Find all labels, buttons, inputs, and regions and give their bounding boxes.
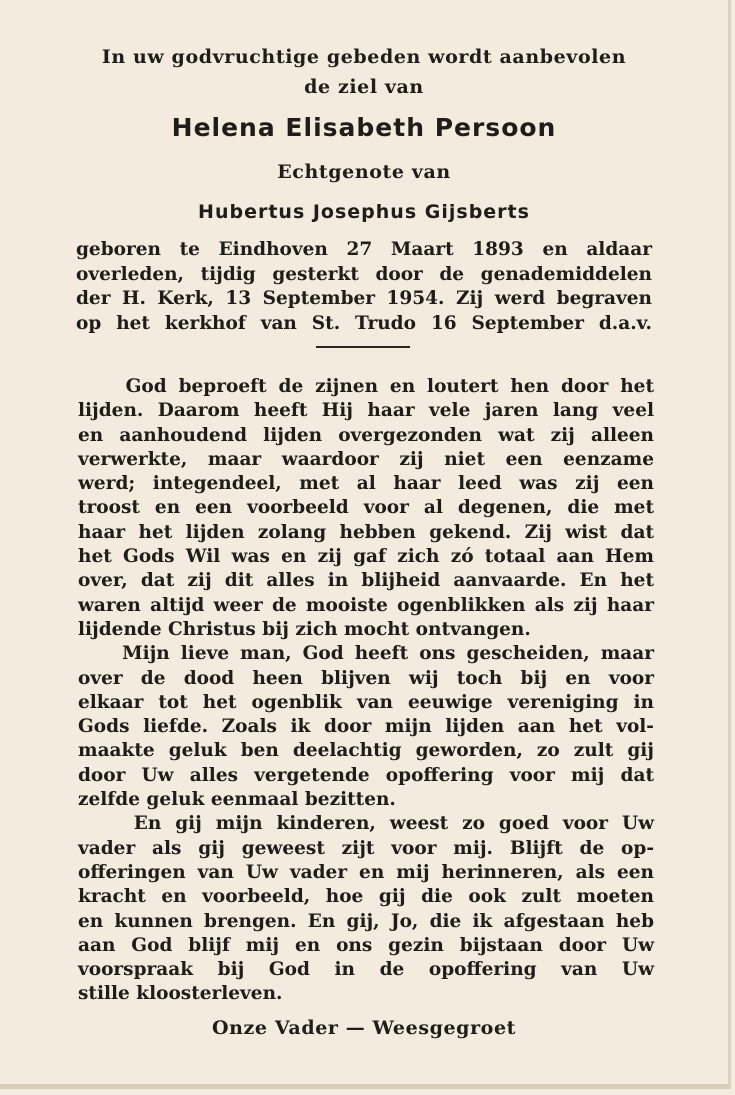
body-line: maakte geluk ben deelachtig geworden, zo zult gij [78, 740, 654, 762]
body-line: Gods liefde. Zoals ik door mijn lijden aan het vol- [78, 716, 654, 738]
intro-line: In uw godvruchtige gebeden wordt aanbevolen [101, 46, 627, 68]
bio-line: der H. Kerk, 13 September 1954. Zij werd begraven [76, 288, 652, 309]
body-line: lijden. Daarom heeft Hij haar vele jaren lang veel [78, 400, 654, 422]
spouse-name: Hubertus Josephus Gijsberts [198, 201, 530, 223]
intro-line: de ziel van [304, 76, 424, 98]
body-line: stille kloosterleven. [78, 983, 283, 1005]
body-line: aan God blijf mij en ons gezin bijstaan door Uw [78, 934, 654, 956]
biography-text [76, 238, 652, 336]
body-line: over, dat zij dit alles in blijheid aanvaarde. En het [78, 570, 654, 592]
body-line: voorspraak bij God in de opoffering van Uw [78, 959, 654, 981]
closing-prayers: Onze Vader — Weesgegroet [211, 1017, 517, 1039]
bio-line: geboren te Eindhoven 27 Maart 1893 en aldaar [76, 239, 652, 260]
body-line: verwerkte, maar waardoor zij niet een eenzame [78, 448, 654, 470]
body-line: offeringen van Uw vader en mij herinneren, als een [78, 861, 654, 883]
body-line: over de dood heen blijven wij toch bij en voor [78, 667, 654, 689]
body-line: En gij mijn kinderen, weest zo goed voor Uw [78, 813, 654, 835]
body-line: kracht en voorbeeld, hoe gij die ook zult moeten [78, 886, 654, 908]
body-line: en kunnen brengen. En gij, Jo, die ik afgestaan heb [78, 910, 654, 932]
body-line: waren altijd weer de mooiste ogenblikken als zij haar [78, 594, 654, 616]
spouse-label: Echtgenote van [277, 161, 451, 183]
body-text [78, 375, 654, 1007]
body-line: vader als gij geweest zijt voor mij. Blijft de op- [78, 837, 654, 859]
divider-rule [316, 346, 410, 348]
intro-text [0, 42, 728, 102]
body-line: troost en een voorbeeld voor al degenen, die met [78, 497, 654, 519]
bio-line: overleden, tijdig gesterkt door de genademiddelen [76, 263, 652, 285]
body-line: en aanhoudend lijden overgezonden wat zij alleen [78, 424, 654, 446]
body-line: lijdende Christus bij zich mocht ontvangen. [78, 618, 531, 640]
body-line: zelfde geluk eenmaal bezitten. [78, 789, 396, 811]
deceased-name: Helena Elisabeth Persoon [171, 113, 557, 142]
body-line: haar het lijden zolang hebben gekend. Zij wist dat [78, 521, 654, 543]
body-line: werd; integendeel, met al haar leed was zij een [78, 473, 654, 495]
body-line: elkaar tot het ogenblik van eeuwige vereniging in [78, 691, 654, 713]
body-line: God beproeft de zijnen en loutert hen door het [78, 376, 654, 397]
bio-line: op het kerkhof van St. Trudo 16 September d.a.v. [76, 312, 652, 334]
body-line: het Gods Wil was en zij gaf zich zó totaal aan Hem [78, 546, 654, 568]
body-line: Mijn lieve man, God heeft ons gescheiden, maar [78, 643, 654, 665]
body-line: door Uw alles vergetende opoffering voor mij dat [78, 764, 654, 786]
